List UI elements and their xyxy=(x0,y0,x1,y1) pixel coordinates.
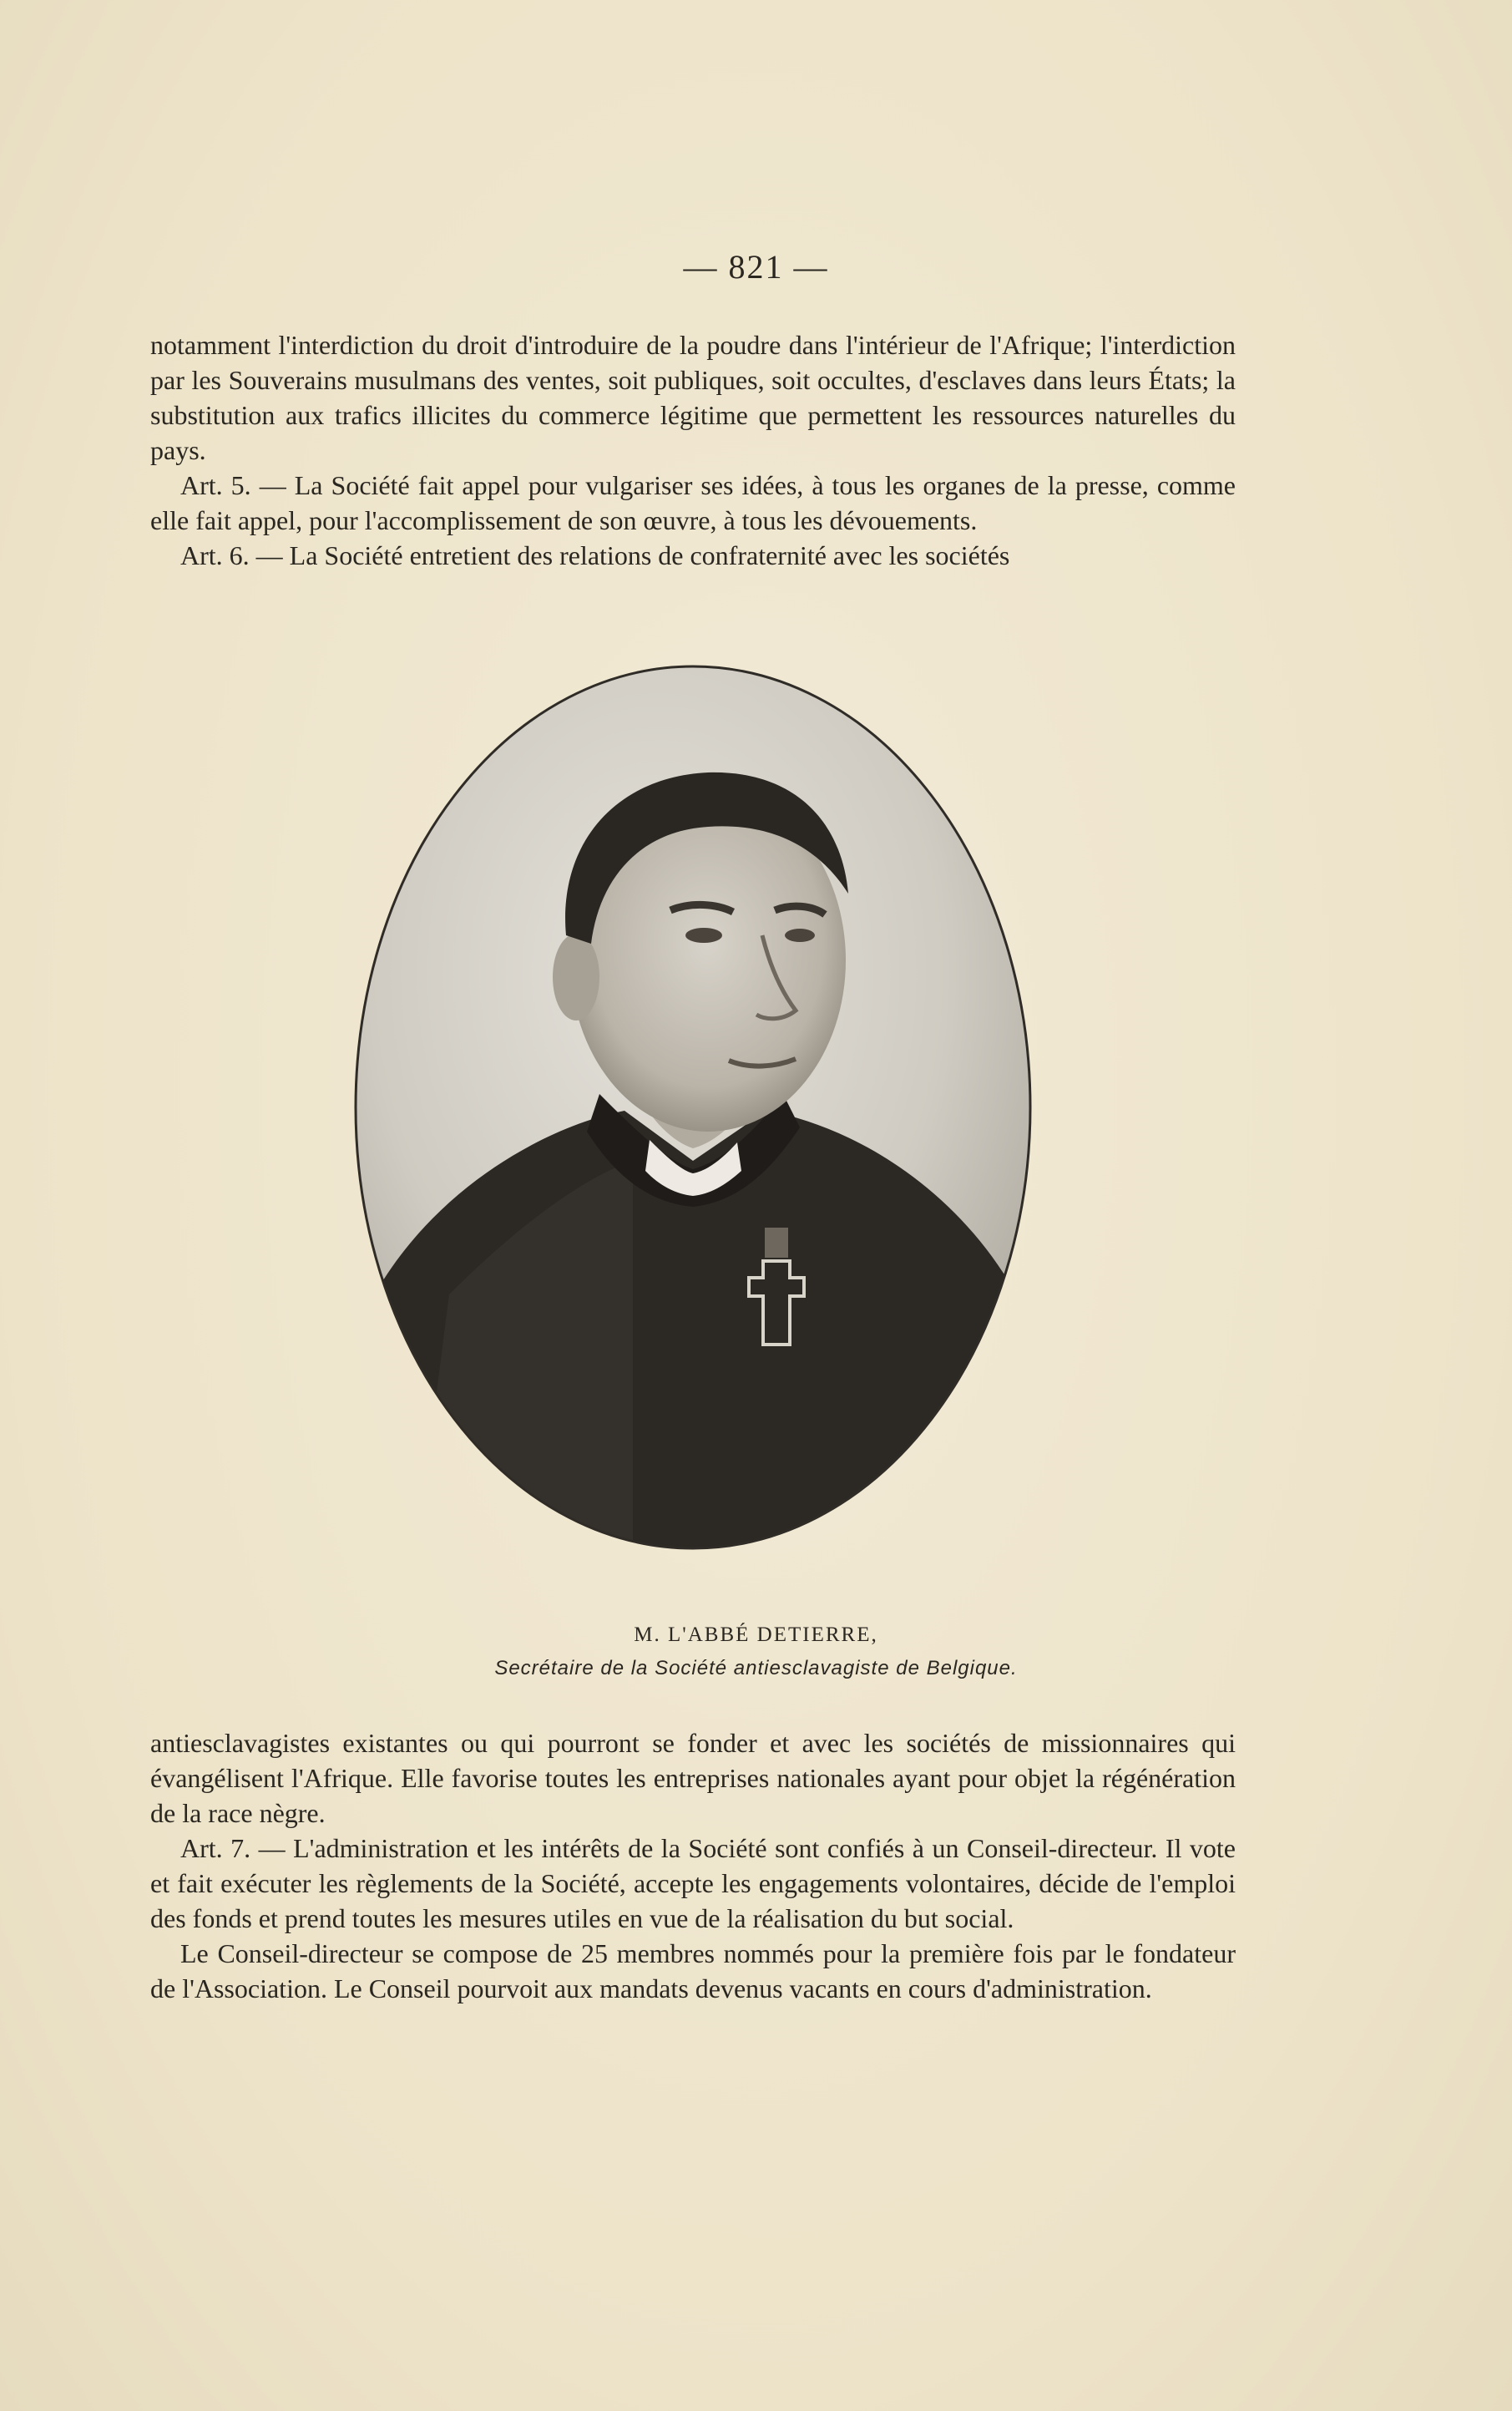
paragraph-continuation-bottom: antiesclavagistes existantes ou qui pourront se fonder et avec les sociétés de missionnaires qui évangélisent l'Afrique. Elle favorise toutes les entreprises nationales ayant pour objet la régénération de la race nègre. xyxy=(150,1728,1236,1828)
oval-portrait-photo-icon xyxy=(349,660,1037,1555)
paragraph-continuation: notamment l'interdiction du droit d'introduire de la poudre dans l'intérieur de l'Afrique; l'interdiction par les Souverains musulmans des ventes, soit publiques, soit occultes, d'esclaves dans leurs États; la substitution aux trafics illicites du commerce légitime que permettent les ressources naturelles du pays. xyxy=(150,330,1236,465)
paragraph-art-5: Art. 5. — La Société fait appel pour vulgariser ses idées, à tous les organes de la presse, comme elle fait appel, pour l'accomplissement de son œuvre, à tous les dévouements. xyxy=(150,470,1236,535)
caption-name: M. L'ABBÉ DETIERRE, xyxy=(634,1623,878,1646)
page-number: — 821 — xyxy=(683,248,829,286)
text-block-bottom xyxy=(150,1725,1236,2006)
text-block-top xyxy=(150,327,1236,573)
paragraph-conseil: Le Conseil-directeur se compose de 25 membres nommés pour la première fois par le fondateur de l'Association. Le Conseil pourvoit aux mandats devenus vacants en cours d'administration. xyxy=(150,1938,1236,2003)
paragraph-art-6: Art. 6. — La Société entretient des relations de confraternité avec les sociétés xyxy=(180,540,1010,570)
caption-title: Secrétaire de la Société antiesclavagiste de Belgique. xyxy=(494,1657,1018,1679)
paragraph-art-7: Art. 7. — L'administration et les intérêts de la Société sont confiés à un Conseil-directeur. Il vote et fait exécuter les règlements de la Société, accepte les engagements volontaires, décide de l'emploi des fonds et prend toutes les mesures utiles en vue de la réalisation du but social. xyxy=(150,1833,1236,1933)
